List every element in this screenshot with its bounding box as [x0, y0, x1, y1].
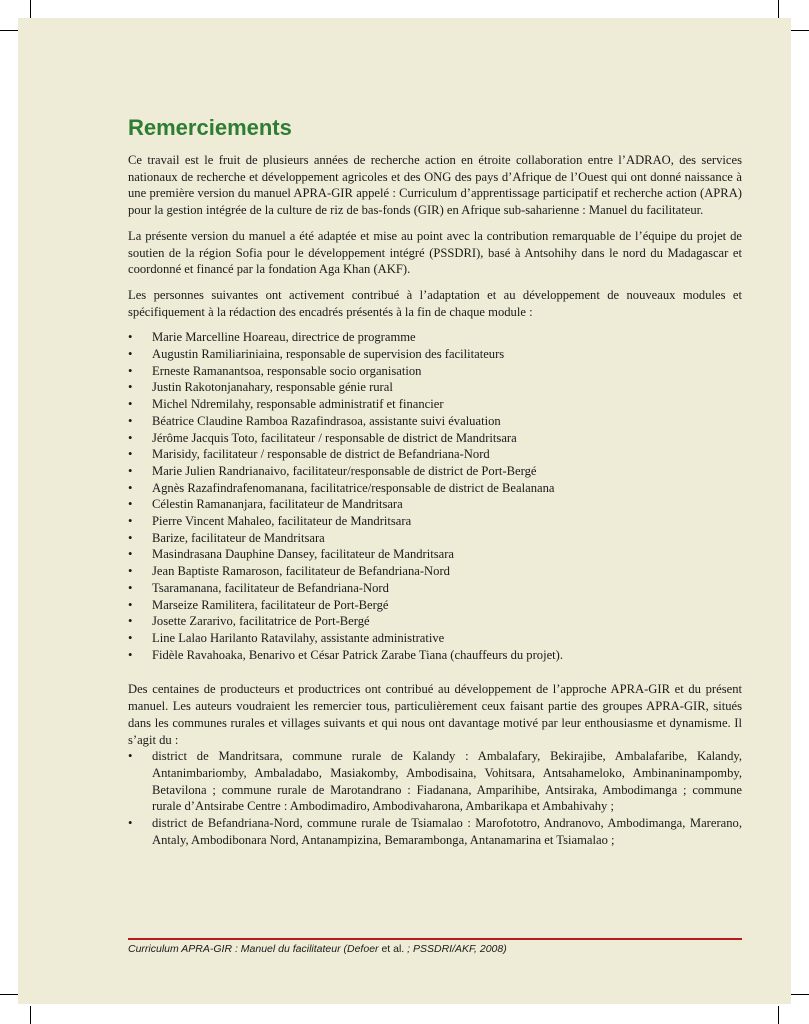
producers-paragraph: Des centaines de producteurs et productrices ont contribué au développement de l’approche APRA-GIR et du présent manuel. Les auteurs voudraient les remercier tous, particulièrement ceux faisant partie des groupes APRA-GIR, situés dans les communes rurales et villages suivants et qui nous ont davantage motivé par leur enthousiasme et dynamisme. Il s’agit du :	[128, 682, 742, 747]
contributors-list	[128, 329, 742, 663]
list-item: • district de Mandritsara, commune rurale de Kalandy : Ambalafary, Bekirajibe, Ambalafaribe, Kalandy, Antanimbariomby, Ambaladabo, Masiakomby, Ambodisaina, Vohitsara, Antsahameloko, Ambinaninampomby, Betavilona ; commune rurale de Marotandrano : Fiadanana, Amparihibe, Antsiraka, Ambodimanga ; commune rurale d’Antsirabe Centre : Ambodimadiro, Ambodivaharona, Ambarikapa et Ambahivahy ;	[128, 748, 742, 815]
list-item: • Marseize Ramilitera, facilitateur de Port-Bergé	[128, 597, 742, 614]
footer-divider	[128, 938, 742, 940]
contributors-intro-paragraph: Les personnes suivantes ont activement contribué à l’adaptation et au développement de nouveaux modules et spécifiquement à la rédaction des encadrés présentés à la fin de chaque module :	[128, 287, 742, 319]
list-item: • Béatrice Claudine Ramboa Razafindrasoa, assistante suivi évaluation	[128, 413, 742, 430]
list-item: • Masindrasana Dauphine Dansey, facilitateur de Mandritsara	[128, 546, 742, 563]
list-item: • Line Lalao Harilanto Ratavilahy, assistante administrative	[128, 630, 742, 647]
list-item: • Fidèle Ravahoaka, Benarivo et César Patrick Zarabe Tiana (chauffeurs du projet).	[128, 647, 742, 664]
districts-list	[128, 748, 742, 848]
list-item: • Marisidy, facilitateur / responsable de district de Befandriana-Nord	[128, 446, 742, 463]
crop-mark	[30, 1006, 31, 1024]
list-item: • Justin Rakotonjanahary, responsable génie rural	[128, 379, 742, 396]
list-item: • district de Befandriana-Nord, commune rurale de Tsiamalao : Marofototro, Andranovo, Ambodimanga, Marerano, Antaly, Ambodibonara Nord, Antanampizina, Bemarambonga, Antanamarina et Tsiamalao ;	[128, 815, 742, 848]
list-item: • Tsaramanana, facilitateur de Befandriana-Nord	[128, 580, 742, 597]
document-page	[18, 18, 791, 1004]
list-item: • Barize, facilitateur de Mandritsara	[128, 530, 742, 547]
list-item: • Josette Zararivo, facilitatrice de Port-Bergé	[128, 613, 742, 630]
page-content	[128, 114, 742, 857]
list-item: • Jérôme Jacquis Toto, facilitateur / responsable de district de Mandritsara	[128, 430, 742, 447]
footer-citation-part: ; PSSDRI/AKF, 2008)	[404, 943, 507, 955]
crop-mark	[791, 30, 809, 31]
intro-paragraph: Ce travail est le fruit de plusieurs années de recherche action en étroite collaboration entre l’ADRAO, des services nationaux de recherche et développement agricoles et des ONG des pays d’Afrique de l’Ouest qui ont donné naissance à une première version du manuel APRA-GIR appelé : Curriculum d’apprentissage participatif et recherche action (APRA) pour la gestion intégrée de la culture de riz de bas-fonds (GIR) en Afrique sub-saharienne : Manuel du facilitateur.	[128, 153, 742, 218]
footer-citation-part: Curriculum APRA-GIR : Manuel du facilitateur (Defoer	[128, 943, 382, 955]
list-item: • Michel Ndremilahy, responsable administratif et financier	[128, 396, 742, 413]
list-item: • Marie Marcelline Hoareau, directrice de programme	[128, 329, 742, 346]
page-title: Remerciements	[128, 115, 292, 140]
crop-mark	[30, 0, 31, 18]
footer-citation-part: et al.	[381, 943, 405, 955]
list-item: • Jean Baptiste Ramaroson, facilitateur de Befandriana-Nord	[128, 563, 742, 580]
list-item: • Célestin Ramananjara, facilitateur de Mandritsara	[128, 496, 742, 513]
list-item: • Erneste Ramanantsoa, responsable socio organisation	[128, 363, 742, 380]
crop-mark	[0, 30, 18, 31]
spacer	[128, 672, 742, 681]
crop-mark	[778, 1006, 779, 1024]
crop-mark	[0, 994, 18, 995]
version-paragraph: La présente version du manuel a été adaptée et mise au point avec la contribution remarquable de l’équipe du projet de soutien de la région Sofia pour le développement intégré (PSSDRI), basé à Antsohihy dans le nord du Madagascar et coordonné et financé par la fondation Aga Khan (AKF).	[128, 228, 742, 277]
list-item: • Marie Julien Randrianaivo, facilitateur/responsable de district de Port-Bergé	[128, 463, 742, 480]
list-item: • Agnès Razafindrafenomanana, facilitatrice/responsable de district de Bealanana	[128, 480, 742, 497]
crop-mark	[778, 0, 779, 18]
crop-mark	[791, 994, 809, 995]
list-item: • Pierre Vincent Mahaleo, facilitateur de Mandritsara	[128, 513, 742, 530]
footer-citation	[128, 943, 768, 955]
list-item: • Augustin Ramiliariniaina, responsable de supervision des facilitateurs	[128, 346, 742, 363]
